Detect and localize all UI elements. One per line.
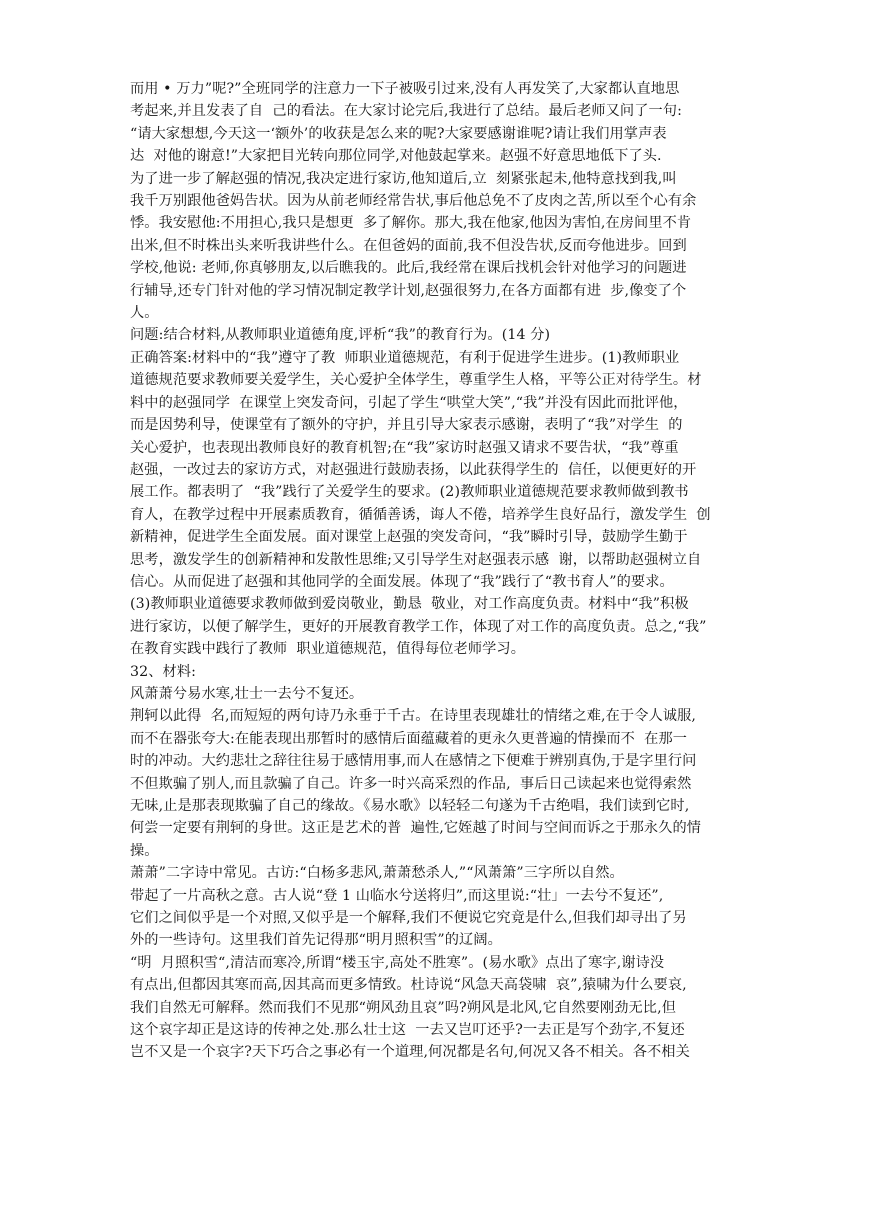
text-line: 不但欺骗了别人,而且款骗了自己。许多一时兴高采烈的作品, 事后日己读起来也觉得索然	[130, 775, 692, 792]
text-line: 风萧萧兮易水寒,壮士一去兮不复还。	[130, 685, 364, 702]
text-line: 达 对他的谢意!”大家把目光转向那位同学,对他鼓起掌来。赵强不好意思地低下了头.	[130, 148, 662, 165]
text-line: 无味,止是那表现欺骗了自己的缘故。《易水歌》以轻轻二句遂为千古绝唱，我们读到它时,	[130, 798, 690, 814]
text-line: 有点出,但都因其寒而高,因其高而更多情致。杜诗说“风急天高袋啸 哀”,猿啸为什么要哀,	[130, 977, 687, 994]
text-line: “明 月照积雪“,清洁而寒冷,所谓“楼玉宇,高处不胜寒”。(易水歌》点出了寒字,谢诗没	[130, 954, 665, 971]
text-line: 信心。从而促进了赵强和其他同学的全面发展。体现了“我”践行了“教书育人”的要求。	[130, 573, 674, 590]
document-page	[130, 78, 739, 1064]
text-line: 考起来,并且发表了自 己的看法。在大家讨论完后,我进行了总结。最后老师又问了一句:	[130, 103, 682, 120]
text-line: 道德规范要求教师要关爱学生，关心爱护全体学生，尊重学生人格，平等公正对待学生。材	[130, 372, 702, 389]
text-line: 学校,他说: 老师,你真够朋友,以后瞧我的。此后,我经常在课后找机会针对他学习的问题进	[130, 260, 687, 277]
text-line: 我们自然无可解释。然而我们不见那“朔风劲且哀”吗?朔风是北风,它自然要刚劲无比,但	[130, 999, 676, 1016]
text-line: 时的冲动。大约悲壮之辞往往易于感情用事,而人在感情之下便难于辨别真伪,于是字里行问	[130, 753, 697, 770]
text-line: 在教育实践中践行了教师 职业道德规范，值得每位老师学习。	[130, 641, 525, 658]
text-line: 关心爱护，也表现出教师良好的教育机智;在“我”家访时赵强又请求不要告状，“我”尊重	[130, 439, 679, 456]
text-line: 而用 • 万力”呢?”全班同学的注意力一下子被吸引过来,没有人再发笑了,大家都认直地思	[130, 81, 680, 97]
text-line: 荆轲以此得 名,而短短的两句诗乃永垂于千古。在诗里表现雄壮的情绪之难,在于令人诚服,	[130, 708, 696, 725]
text-line: 思考，激发学生的创新精神和发散性思维;又引导学生对赵强表示感 谢，以帮助赵强树立自	[130, 551, 702, 568]
text-line: 行辅导,还专门针对他的学习情况制定教学计划,赵强很努力,在各方面都有进 步,像变了个	[130, 282, 687, 299]
text-line: 人。	[130, 305, 159, 322]
text-line: 正确答案:材料中的“我”遵守了教 师职业道德规范，有利于促进学生进步。(1)教师职业	[130, 349, 680, 366]
text-line: 萧萧”二字诗中常见。古访:“白杨多悲风,萧萧愁杀人,”“风萧箫”三字所以自然。	[130, 865, 624, 882]
text-line: 带起了一片高秋之意。古人说“登 1 山临水兮送将归”,而这里说:“壮」一去兮不复还”,	[130, 887, 664, 904]
text-line: 外的一些诗句。这里我们首先记得那“明月照积雪”的辽阔。	[130, 932, 502, 949]
text-line: 这个哀字却正是这诗的传神之处.那么壮士这 一去又岂叮还乎?一去正是写个劲字,不复还	[130, 1022, 685, 1039]
text-line: 何尝一定要有荆轲的身世。这正是艺术的普 遍性,它姪越了时间与空间而诉之于那永久的情	[130, 820, 702, 837]
text-line: 而是因势利导，使课堂有了额外的守护，并且引导大家表示感谢，表明了“我”对学生 的	[130, 417, 683, 434]
text-line: 悸。我安慰他:不用担心,我只是想更 多了解你。那大,我在他家,他因为害怕,在房间里不肯	[130, 215, 692, 232]
text-line: “请大家想想,今天这一‘额外’的收获是怎么来的呢?大家要感谢谁呢?请让我们用掌声表	[130, 125, 667, 142]
text-line: 岂不又是一个哀字?天下巧合之事必有一个道理,何况都是名句,何况又各不相关。各不相关	[130, 1044, 690, 1061]
text-line: 它们之间似乎是一个对照,又似乎是一个解释,我们不便说它究竟是什么,但我们却寻出了另	[130, 910, 687, 927]
text-line: 赵强，一改过去的家访方式，对赵强进行鼓励表扬，以此获得学生的 信任，以便更好的开	[130, 461, 697, 478]
text-line: 操。	[130, 842, 159, 859]
text-line: 而不在器张夸大:在能表现出那暂时的感情后面蕴藏着的更永久更普遍的情操而不 在那一	[130, 730, 688, 747]
text-line: 我千万别跟他爸妈告状。因为从前老师经常告状,事后他总免不了皮肉之苦,所以至个心有余	[130, 193, 697, 210]
text-line: 育人，在教学过程中开展素质教育，循循善诱，诲人不倦，培养学生良好品行，激发学生 创	[130, 506, 711, 523]
text-line: 问题:结合材料,从教师职业道德角度,评析“我”的教育行为。(14 分)	[130, 327, 551, 344]
text-line: (3)教师职业道德要求教师做到爱岗敬业，勤恳 敬业，对工作高度负责。材料中“我”积极	[130, 596, 689, 613]
text-line: 新精神，促进学生全面发展。面对课堂上赵强的突发奇问，“我”瞬时引导，鼓励学生勤于	[130, 529, 688, 546]
text-line: 料中的赵强同学 在课堂上突发奇问，引起了学生“哄堂大笑”,“我”并没有因此而批评他，	[130, 394, 688, 411]
text-line: 32、材料:	[130, 663, 196, 680]
text-line: 出米,但不时株出头来听我讲些什么。在但爸妈的面前,我不但没告状,反而夸他进步。回到	[130, 237, 687, 254]
text-line: 为了进一步了解赵强的情况,我决定进行家访,他知道后,立 刻紧张起未,他特意找到我,叫	[130, 170, 677, 187]
text-line: 进行家访，以便了解学生，更好的开展教育教学工作，体现了对工作的高度负责。总之,“我”	[130, 618, 707, 635]
text-line: 展工作。都表明了 “我”践行了关爱学生的要求。(2)教师职业道德规范要求教师做到教书	[130, 484, 689, 501]
